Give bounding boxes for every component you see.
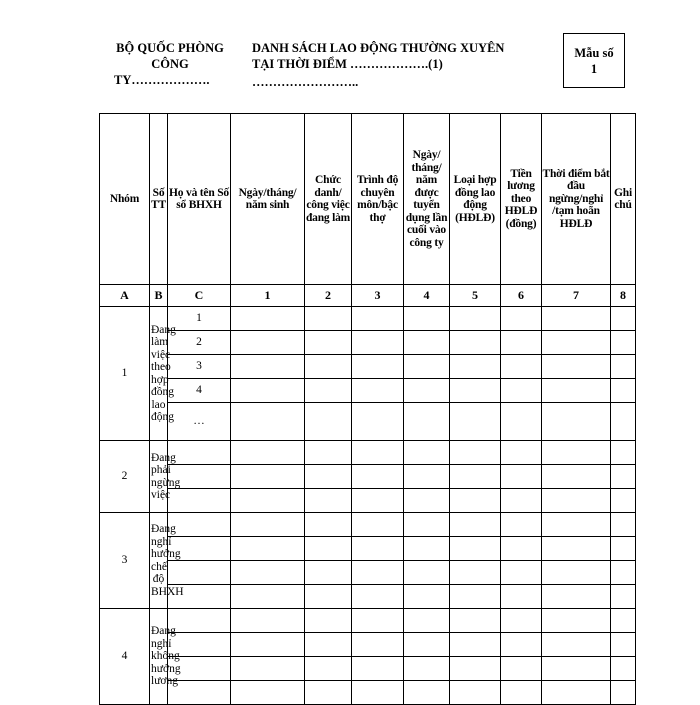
empty-cell	[404, 403, 450, 441]
empty-cell	[542, 657, 611, 681]
empty-cell	[611, 609, 636, 633]
col-header-group: Nhóm	[100, 114, 150, 285]
empty-cell	[352, 633, 404, 657]
empty-cell	[305, 307, 352, 331]
col-code: 2	[305, 285, 352, 307]
empty-cell	[501, 633, 542, 657]
empty-cell	[404, 681, 450, 705]
empty-cell	[450, 609, 501, 633]
group-number: 2	[100, 441, 150, 513]
table-row	[100, 609, 636, 633]
empty-cell	[542, 513, 611, 537]
empty-cell	[352, 379, 404, 403]
empty-cell	[305, 441, 352, 465]
column-code-row	[100, 285, 636, 307]
col-header-hire-date: Ngày/ tháng/ năm được tuyển dụng lần cuối vào công ty	[404, 114, 450, 285]
empty-cell	[611, 657, 636, 681]
table-row	[100, 681, 636, 705]
empty-cell	[611, 537, 636, 561]
empty-cell	[404, 355, 450, 379]
empty-cell	[352, 355, 404, 379]
empty-cell	[352, 403, 404, 441]
empty-cell	[352, 681, 404, 705]
col-code: 8	[611, 285, 636, 307]
empty-cell	[542, 441, 611, 465]
empty-cell	[450, 441, 501, 465]
empty-cell	[450, 355, 501, 379]
col-code: B	[150, 285, 168, 307]
form-number-box	[563, 33, 625, 88]
empty-cell	[611, 465, 636, 489]
empty-cell	[305, 513, 352, 537]
empty-cell	[404, 609, 450, 633]
empty-cell	[305, 403, 352, 441]
empty-cell	[352, 441, 404, 465]
empty-cell	[305, 633, 352, 657]
empty-cell	[501, 403, 542, 441]
empty-cell	[404, 465, 450, 489]
title-line-2: TẠI THỜI ĐIỂM ……………….(1)	[252, 57, 443, 71]
empty-cell	[450, 585, 501, 609]
empty-cell	[542, 379, 611, 403]
col-code: A	[100, 285, 150, 307]
employee-list-table	[99, 113, 636, 705]
table-row	[100, 489, 636, 513]
title-line-1: DANH SÁCH LAO ĐỘNG THƯỜNG XUYÊN	[252, 41, 505, 55]
empty-cell	[231, 465, 305, 489]
empty-cell	[450, 465, 501, 489]
empty-cell	[231, 403, 305, 441]
group-label: Đang nghỉ hưởng chế độ BHXH	[150, 513, 168, 609]
empty-cell	[305, 681, 352, 705]
row-index-cell: …	[168, 403, 231, 441]
empty-cell	[501, 681, 542, 705]
empty-cell	[305, 379, 352, 403]
empty-cell	[352, 585, 404, 609]
table-row	[100, 379, 636, 403]
empty-cell	[501, 609, 542, 633]
empty-cell	[404, 537, 450, 561]
empty-cell	[501, 657, 542, 681]
empty-cell	[501, 513, 542, 537]
col-header-salary: Tiền lương theo HĐLĐ (đồng)	[501, 114, 542, 285]
col-header-suspension-date: Thời điểm bắt đầu ngừng/nghỉ /tạm hoãn HĐLĐ	[542, 114, 611, 285]
col-code: C	[168, 285, 231, 307]
empty-cell	[305, 609, 352, 633]
empty-cell	[352, 609, 404, 633]
empty-cell	[352, 537, 404, 561]
table-row	[100, 441, 636, 465]
group-label: Đang làm việc theo hợp đồng lao động	[150, 307, 168, 441]
empty-cell	[542, 331, 611, 355]
col-header-contract-type: Loại hợp đồng lao động (HĐLĐ)	[450, 114, 501, 285]
row-index-cell: 4	[168, 379, 231, 403]
empty-cell	[231, 307, 305, 331]
empty-cell	[404, 657, 450, 681]
empty-cell	[501, 355, 542, 379]
empty-cell	[611, 379, 636, 403]
empty-cell	[404, 331, 450, 355]
empty-cell	[450, 489, 501, 513]
empty-cell	[611, 403, 636, 441]
empty-cell	[231, 379, 305, 403]
org-line-2: CÔNG	[151, 57, 189, 71]
empty-cell	[542, 537, 611, 561]
table-row	[100, 355, 636, 379]
empty-cell	[542, 465, 611, 489]
empty-cell	[611, 561, 636, 585]
col-code: 7	[542, 285, 611, 307]
col-code: 5	[450, 285, 501, 307]
empty-cell	[352, 657, 404, 681]
empty-cell	[305, 585, 352, 609]
empty-cell	[305, 489, 352, 513]
title-line-3: ……………………..	[252, 75, 359, 89]
empty-cell	[611, 513, 636, 537]
row-index-cell: 2	[168, 331, 231, 355]
empty-cell	[450, 537, 501, 561]
empty-cell	[231, 561, 305, 585]
empty-cell	[611, 681, 636, 705]
empty-cell	[501, 537, 542, 561]
group-number: 4	[100, 609, 150, 705]
empty-cell	[450, 561, 501, 585]
empty-cell	[542, 561, 611, 585]
table-row	[100, 561, 636, 585]
empty-cell	[611, 355, 636, 379]
col-code: 3	[352, 285, 404, 307]
col-header-birth-date: Ngày/tháng/ năm sinh	[231, 114, 305, 285]
empty-cell	[450, 307, 501, 331]
row-index-cell	[168, 609, 231, 633]
empty-cell	[404, 441, 450, 465]
empty-cell	[404, 585, 450, 609]
form-label: Mẫu số	[574, 46, 614, 60]
empty-cell	[305, 465, 352, 489]
empty-cell	[501, 441, 542, 465]
empty-cell	[501, 585, 542, 609]
empty-cell	[231, 489, 305, 513]
empty-cell	[450, 633, 501, 657]
org-line-3: TY……………….	[114, 73, 210, 87]
group-label: Đang nghỉ không hưởng lương	[150, 609, 168, 705]
organization-block	[100, 40, 240, 88]
empty-cell	[352, 465, 404, 489]
row-index-cell	[168, 489, 231, 513]
empty-cell	[352, 513, 404, 537]
empty-cell	[305, 657, 352, 681]
empty-cell	[231, 633, 305, 657]
empty-cell	[450, 513, 501, 537]
empty-cell	[352, 561, 404, 585]
group-label: Đang phải ngừng việc	[150, 441, 168, 513]
empty-cell	[404, 379, 450, 403]
col-code: 4	[404, 285, 450, 307]
empty-cell	[404, 513, 450, 537]
empty-cell	[501, 331, 542, 355]
row-index-cell: 3	[168, 355, 231, 379]
empty-cell	[611, 441, 636, 465]
empty-cell	[501, 465, 542, 489]
col-header-index: Số TT	[150, 114, 168, 285]
empty-cell	[542, 681, 611, 705]
empty-cell	[542, 307, 611, 331]
empty-cell	[231, 355, 305, 379]
row-index-cell	[168, 441, 231, 465]
row-index-cell	[168, 513, 231, 537]
org-line-1: BỘ QUỐC PHÒNG	[116, 41, 224, 55]
empty-cell	[305, 537, 352, 561]
empty-cell	[542, 633, 611, 657]
table-row	[100, 331, 636, 355]
empty-cell	[611, 331, 636, 355]
col-code: 6	[501, 285, 542, 307]
empty-cell	[542, 489, 611, 513]
empty-cell	[404, 561, 450, 585]
empty-cell	[542, 403, 611, 441]
empty-cell	[305, 331, 352, 355]
column-header-row	[100, 114, 636, 285]
col-header-qualification: Trình độ chuyên môn/bậc thợ	[352, 114, 404, 285]
table-row	[100, 307, 636, 331]
empty-cell	[542, 609, 611, 633]
empty-cell	[231, 585, 305, 609]
empty-cell	[450, 379, 501, 403]
empty-cell	[450, 657, 501, 681]
empty-cell	[611, 489, 636, 513]
empty-cell	[404, 307, 450, 331]
empty-cell	[542, 355, 611, 379]
table-row	[100, 513, 636, 537]
empty-cell	[231, 537, 305, 561]
col-header-position: Chức danh/ công việc đang làm	[305, 114, 352, 285]
empty-cell	[542, 585, 611, 609]
empty-cell	[501, 561, 542, 585]
empty-cell	[231, 681, 305, 705]
group-number: 3	[100, 513, 150, 609]
empty-cell	[231, 441, 305, 465]
empty-cell	[501, 307, 542, 331]
empty-cell	[611, 585, 636, 609]
empty-cell	[231, 513, 305, 537]
table-row	[100, 403, 636, 441]
empty-cell	[305, 561, 352, 585]
form-number: 1	[590, 62, 598, 76]
empty-cell	[231, 331, 305, 355]
row-index-cell: 1	[168, 307, 231, 331]
empty-cell	[450, 331, 501, 355]
empty-cell	[450, 681, 501, 705]
empty-cell	[231, 609, 305, 633]
col-code: 1	[231, 285, 305, 307]
empty-cell	[501, 489, 542, 513]
empty-cell	[611, 307, 636, 331]
empty-cell	[501, 379, 542, 403]
empty-cell	[404, 633, 450, 657]
empty-cell	[450, 403, 501, 441]
empty-cell	[231, 657, 305, 681]
empty-cell	[352, 331, 404, 355]
document-title	[252, 40, 552, 90]
col-header-name-insurance: Họ và tên Số sổ BHXH	[168, 114, 231, 285]
empty-cell	[404, 489, 450, 513]
group-number: 1	[100, 307, 150, 441]
col-header-notes: Ghi chú	[611, 114, 636, 285]
empty-cell	[352, 307, 404, 331]
empty-cell	[611, 633, 636, 657]
empty-cell	[352, 489, 404, 513]
empty-cell	[305, 355, 352, 379]
row-index-cell	[168, 561, 231, 585]
